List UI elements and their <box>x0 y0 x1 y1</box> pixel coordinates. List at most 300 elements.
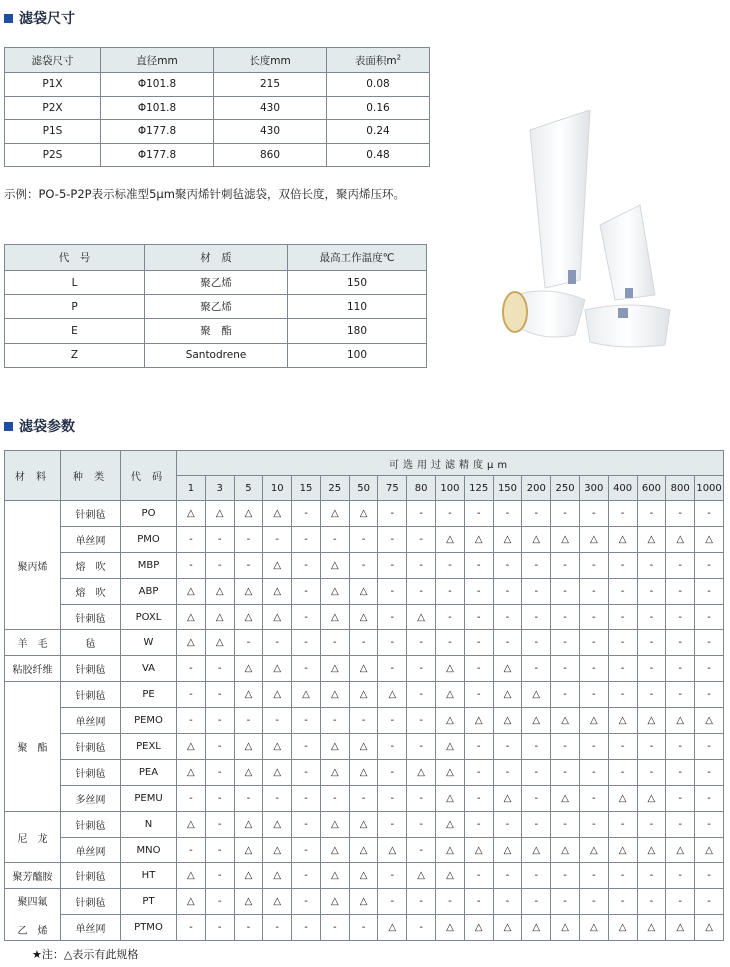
available-mark: △ <box>436 863 465 889</box>
available-mark: △ <box>493 915 522 941</box>
unavailable-mark: - <box>378 734 407 760</box>
table-row <box>5 295 427 319</box>
available-mark: △ <box>522 708 551 734</box>
unavailable-mark: - <box>522 630 551 656</box>
unavailable-mark: - <box>292 889 321 915</box>
unavailable-mark: - <box>666 630 695 656</box>
table-cell: P <box>5 295 145 319</box>
unavailable-mark: - <box>579 578 608 604</box>
table-cell: 聚乙烯 <box>145 271 288 295</box>
unavailable-mark: - <box>608 734 637 760</box>
unavailable-mark: - <box>292 759 321 785</box>
unavailable-mark: - <box>464 656 493 682</box>
available-mark: △ <box>637 526 666 552</box>
unavailable-mark: - <box>464 811 493 837</box>
precision-header: 800 <box>666 476 695 501</box>
unavailable-mark: - <box>666 578 695 604</box>
precision-header: 15 <box>292 476 321 501</box>
unavailable-mark: - <box>263 915 292 941</box>
param-header-row-1 <box>5 451 724 476</box>
unavailable-mark: - <box>292 630 321 656</box>
unavailable-mark: - <box>493 630 522 656</box>
precision-header: 300 <box>579 476 608 501</box>
unavailable-mark: - <box>666 889 695 915</box>
available-mark: △ <box>407 759 436 785</box>
unavailable-mark: - <box>205 708 234 734</box>
available-mark: △ <box>177 889 206 915</box>
available-mark: △ <box>349 734 378 760</box>
unavailable-mark: - <box>205 526 234 552</box>
unavailable-mark: - <box>637 734 666 760</box>
unavailable-mark: - <box>177 915 206 941</box>
unavailable-mark: - <box>551 604 580 630</box>
unavailable-mark: - <box>579 759 608 785</box>
unavailable-mark: - <box>205 682 234 708</box>
unavailable-mark: - <box>551 734 580 760</box>
unavailable-mark: - <box>522 734 551 760</box>
available-mark: △ <box>378 837 407 863</box>
unavailable-mark: - <box>292 734 321 760</box>
unavailable-mark: - <box>320 915 349 941</box>
table-row <box>5 501 724 527</box>
unavailable-mark: - <box>522 501 551 527</box>
available-mark: △ <box>263 578 292 604</box>
unavailable-mark: - <box>464 604 493 630</box>
available-mark: △ <box>464 837 493 863</box>
unavailable-mark: - <box>407 889 436 915</box>
unavailable-mark: - <box>292 656 321 682</box>
unavailable-mark: - <box>349 915 378 941</box>
unavailable-mark: - <box>407 656 436 682</box>
unavailable-mark: - <box>464 552 493 578</box>
material-table-header <box>5 245 427 271</box>
available-mark: △ <box>464 526 493 552</box>
unavailable-mark: - <box>579 630 608 656</box>
unavailable-mark: - <box>177 526 206 552</box>
unavailable-mark: - <box>177 708 206 734</box>
unavailable-mark: - <box>177 785 206 811</box>
unavailable-mark: - <box>407 734 436 760</box>
unavailable-mark: - <box>349 630 378 656</box>
available-mark: △ <box>436 734 465 760</box>
precision-header: 100 <box>436 476 465 501</box>
unavailable-mark: - <box>407 578 436 604</box>
unavailable-mark: - <box>579 785 608 811</box>
section-title-params <box>4 416 75 436</box>
unavailable-mark: - <box>579 889 608 915</box>
available-mark: △ <box>320 863 349 889</box>
unavailable-mark: - <box>608 863 637 889</box>
unavailable-mark: - <box>205 552 234 578</box>
unavailable-mark: - <box>493 552 522 578</box>
available-mark: △ <box>234 759 263 785</box>
unavailable-mark: - <box>608 656 637 682</box>
unavailable-mark: - <box>695 889 724 915</box>
available-mark: △ <box>436 785 465 811</box>
unavailable-mark: - <box>292 708 321 734</box>
available-mark: △ <box>436 811 465 837</box>
unavailable-mark: - <box>695 604 724 630</box>
unavailable-mark: - <box>320 785 349 811</box>
code-cell: PEMO <box>121 708 177 734</box>
unavailable-mark: - <box>407 785 436 811</box>
unavailable-mark: - <box>522 785 551 811</box>
available-mark: △ <box>695 915 724 941</box>
unavailable-mark: - <box>378 785 407 811</box>
size-header-name: 滤袋尺寸 <box>5 48 101 73</box>
unavailable-mark: - <box>637 889 666 915</box>
unavailable-mark: - <box>464 578 493 604</box>
table-cell: Φ177.8 <box>101 143 214 167</box>
precision-header: 125 <box>464 476 493 501</box>
param-table <box>4 450 724 941</box>
material-header-material: 材 质 <box>145 245 288 271</box>
code-cell: PEMU <box>121 785 177 811</box>
code-cell: MNO <box>121 837 177 863</box>
available-mark: △ <box>177 578 206 604</box>
code-cell: PE <box>121 682 177 708</box>
available-mark: △ <box>263 863 292 889</box>
table-row <box>5 319 427 343</box>
material-cell: 粘胶纤维 <box>5 656 61 682</box>
unavailable-mark: - <box>378 656 407 682</box>
table-row <box>5 837 724 863</box>
unavailable-mark: - <box>292 604 321 630</box>
unavailable-mark: - <box>637 759 666 785</box>
unavailable-mark: - <box>234 526 263 552</box>
table-cell: 100 <box>288 343 427 367</box>
unavailable-mark: - <box>436 552 465 578</box>
available-mark: △ <box>349 682 378 708</box>
table-row <box>5 343 427 367</box>
available-mark: △ <box>608 837 637 863</box>
available-mark: △ <box>320 837 349 863</box>
table-cell: 215 <box>214 73 327 97</box>
table-row <box>5 734 724 760</box>
unavailable-mark: - <box>637 501 666 527</box>
available-mark: △ <box>579 837 608 863</box>
available-mark: △ <box>205 501 234 527</box>
table-cell: Φ177.8 <box>101 120 214 144</box>
unavailable-mark: - <box>263 785 292 811</box>
material-header-code: 代 号 <box>5 245 145 271</box>
table-row <box>5 889 724 915</box>
type-cell: 单丝网 <box>61 837 121 863</box>
unavailable-mark: - <box>349 708 378 734</box>
size-table <box>4 47 430 167</box>
unavailable-mark: - <box>522 889 551 915</box>
precision-header: 250 <box>551 476 580 501</box>
type-cell: 针刺毡 <box>61 759 121 785</box>
available-mark: △ <box>263 656 292 682</box>
unavailable-mark: - <box>292 578 321 604</box>
available-mark: △ <box>263 837 292 863</box>
unavailable-mark: - <box>436 578 465 604</box>
unavailable-mark: - <box>464 889 493 915</box>
unavailable-mark: - <box>205 915 234 941</box>
unavailable-mark: - <box>234 708 263 734</box>
available-mark: △ <box>666 708 695 734</box>
available-mark: △ <box>234 889 263 915</box>
unavailable-mark: - <box>320 630 349 656</box>
param-header-code: 代 码 <box>121 451 177 501</box>
available-mark: △ <box>263 552 292 578</box>
type-cell: 针刺毡 <box>61 604 121 630</box>
unavailable-mark: - <box>493 863 522 889</box>
available-mark: △ <box>234 811 263 837</box>
material-cell: 羊 毛 <box>5 630 61 656</box>
unavailable-mark: - <box>522 552 551 578</box>
unavailable-mark: - <box>205 656 234 682</box>
available-mark: △ <box>320 682 349 708</box>
unavailable-mark: - <box>695 785 724 811</box>
available-mark: △ <box>608 785 637 811</box>
unavailable-mark: - <box>551 552 580 578</box>
unavailable-mark: - <box>407 915 436 941</box>
filter-bags-photo <box>490 110 690 360</box>
unavailable-mark: - <box>522 863 551 889</box>
available-mark: △ <box>608 915 637 941</box>
available-mark: △ <box>177 734 206 760</box>
unavailable-mark: - <box>436 889 465 915</box>
unavailable-mark: - <box>579 656 608 682</box>
available-mark: △ <box>320 501 349 527</box>
material-header-temp: 最高工作温度℃ <box>288 245 427 271</box>
precision-header: 150 <box>493 476 522 501</box>
unavailable-mark: - <box>695 552 724 578</box>
table-row <box>5 915 724 941</box>
size-header-diameter: 直径mm <box>101 48 214 73</box>
table-cell: Φ101.8 <box>101 73 214 97</box>
unavailable-mark: - <box>263 526 292 552</box>
available-mark: △ <box>637 837 666 863</box>
table-row <box>5 785 724 811</box>
square-bullet-icon <box>4 422 13 431</box>
available-mark: △ <box>522 915 551 941</box>
footnote: ★注：△表示有此规格 <box>32 948 139 961</box>
unavailable-mark: - <box>464 630 493 656</box>
available-mark: △ <box>177 759 206 785</box>
available-mark: △ <box>263 759 292 785</box>
table-row <box>5 682 724 708</box>
unavailable-mark: - <box>695 759 724 785</box>
available-mark: △ <box>320 811 349 837</box>
available-mark: △ <box>695 837 724 863</box>
available-mark: △ <box>320 552 349 578</box>
available-mark: △ <box>436 526 465 552</box>
available-mark: △ <box>234 656 263 682</box>
size-header-area: 表面积$m^2$ <box>327 48 430 73</box>
unavailable-mark: - <box>349 526 378 552</box>
unavailable-mark: - <box>522 656 551 682</box>
available-mark: △ <box>263 734 292 760</box>
table-cell: 860 <box>214 143 327 167</box>
table-cell: E <box>5 319 145 343</box>
type-cell: 针刺毡 <box>61 863 121 889</box>
unavailable-mark: - <box>666 785 695 811</box>
unavailable-mark: - <box>695 630 724 656</box>
table-cell: 430 <box>214 120 327 144</box>
material-line: 聚四氟 <box>17 896 48 908</box>
unavailable-mark: - <box>292 915 321 941</box>
code-cell: N <box>121 811 177 837</box>
available-mark: △ <box>320 734 349 760</box>
precision-header: 10 <box>263 476 292 501</box>
available-mark: △ <box>349 889 378 915</box>
available-mark: △ <box>551 837 580 863</box>
table-cell: 430 <box>214 96 327 120</box>
unavailable-mark: - <box>177 656 206 682</box>
available-mark: △ <box>263 889 292 915</box>
available-mark: △ <box>666 915 695 941</box>
type-cell: 单丝网 <box>61 708 121 734</box>
unavailable-mark: - <box>695 578 724 604</box>
available-mark: △ <box>349 501 378 527</box>
available-mark: △ <box>234 682 263 708</box>
unavailable-mark: - <box>637 552 666 578</box>
table-row <box>5 552 724 578</box>
type-cell: 多丝网 <box>61 785 121 811</box>
unavailable-mark: - <box>608 630 637 656</box>
available-mark: △ <box>493 526 522 552</box>
available-mark: △ <box>263 501 292 527</box>
code-cell: VA <box>121 656 177 682</box>
unavailable-mark: - <box>349 552 378 578</box>
unavailable-mark: - <box>608 682 637 708</box>
table-cell: Z <box>5 343 145 367</box>
precision-header: 5 <box>234 476 263 501</box>
available-mark: △ <box>579 915 608 941</box>
available-mark: △ <box>522 526 551 552</box>
available-mark: △ <box>666 526 695 552</box>
unavailable-mark: - <box>378 552 407 578</box>
unavailable-mark: - <box>464 759 493 785</box>
unavailable-mark: - <box>493 811 522 837</box>
material-cell <box>5 889 61 941</box>
unavailable-mark: - <box>666 759 695 785</box>
unavailable-mark: - <box>407 630 436 656</box>
unavailable-mark: - <box>292 552 321 578</box>
unavailable-mark: - <box>378 526 407 552</box>
available-mark: △ <box>234 501 263 527</box>
unavailable-mark: - <box>637 682 666 708</box>
section-title-size <box>4 8 75 28</box>
unavailable-mark: - <box>608 578 637 604</box>
unavailable-mark: - <box>407 708 436 734</box>
available-mark: △ <box>263 811 292 837</box>
unavailable-mark: - <box>522 759 551 785</box>
type-cell: 单丝网 <box>61 915 121 941</box>
available-mark: △ <box>407 604 436 630</box>
section-title-size-text: 滤袋尺寸 <box>19 11 75 27</box>
unavailable-mark: - <box>666 656 695 682</box>
unavailable-mark: - <box>378 889 407 915</box>
type-cell: 熔 吹 <box>61 578 121 604</box>
unavailable-mark: - <box>407 811 436 837</box>
unavailable-mark: - <box>205 863 234 889</box>
unavailable-mark: - <box>234 915 263 941</box>
available-mark: △ <box>349 656 378 682</box>
code-cell: PEA <box>121 759 177 785</box>
unavailable-mark: - <box>551 501 580 527</box>
unavailable-mark: - <box>695 501 724 527</box>
unavailable-mark: - <box>464 734 493 760</box>
unavailable-mark: - <box>493 604 522 630</box>
unavailable-mark: - <box>666 552 695 578</box>
unavailable-mark: - <box>695 811 724 837</box>
table-cell: 0.08 <box>327 73 430 97</box>
available-mark: △ <box>464 915 493 941</box>
unavailable-mark: - <box>407 501 436 527</box>
available-mark: △ <box>493 682 522 708</box>
unavailable-mark: - <box>378 578 407 604</box>
unavailable-mark: - <box>464 501 493 527</box>
available-mark: △ <box>637 708 666 734</box>
type-cell: 毡 <box>61 630 121 656</box>
unavailable-mark: - <box>234 552 263 578</box>
code-cell: POXL <box>121 604 177 630</box>
available-mark: △ <box>493 837 522 863</box>
available-mark: △ <box>436 656 465 682</box>
unavailable-mark: - <box>666 734 695 760</box>
unavailable-mark: - <box>263 708 292 734</box>
unavailable-mark: - <box>579 734 608 760</box>
unavailable-mark: - <box>579 811 608 837</box>
code-cell: PMO <box>121 526 177 552</box>
unavailable-mark: - <box>234 630 263 656</box>
size-table-header <box>5 48 430 73</box>
unavailable-mark: - <box>695 863 724 889</box>
available-mark: △ <box>551 708 580 734</box>
unavailable-mark: - <box>177 837 206 863</box>
type-cell: 单丝网 <box>61 526 121 552</box>
unavailable-mark: - <box>579 863 608 889</box>
table-cell: P1X <box>5 73 101 97</box>
precision-header: 25 <box>320 476 349 501</box>
unavailable-mark: - <box>205 837 234 863</box>
available-mark: △ <box>205 630 234 656</box>
table-cell: P1S <box>5 120 101 144</box>
unavailable-mark: - <box>205 759 234 785</box>
available-mark: △ <box>436 682 465 708</box>
available-mark: △ <box>177 630 206 656</box>
available-mark: △ <box>349 863 378 889</box>
available-mark: △ <box>177 811 206 837</box>
unavailable-mark: - <box>579 604 608 630</box>
table-cell: P2S <box>5 143 101 167</box>
table-cell: 聚乙烯 <box>145 295 288 319</box>
available-mark: △ <box>695 708 724 734</box>
param-header-precision: 可选用过滤精度μm <box>177 451 724 476</box>
precision-header: 400 <box>608 476 637 501</box>
table-cell: 0.16 <box>327 96 430 120</box>
available-mark: △ <box>436 708 465 734</box>
unavailable-mark: - <box>695 734 724 760</box>
precision-header: 75 <box>378 476 407 501</box>
unavailable-mark: - <box>205 785 234 811</box>
available-mark: △ <box>205 578 234 604</box>
unavailable-mark: - <box>436 630 465 656</box>
available-mark: △ <box>349 578 378 604</box>
unavailable-mark: - <box>320 526 349 552</box>
unavailable-mark: - <box>292 501 321 527</box>
available-mark: △ <box>349 811 378 837</box>
unavailable-mark: - <box>205 889 234 915</box>
available-mark: △ <box>349 604 378 630</box>
code-cell: PTMO <box>121 915 177 941</box>
unavailable-mark: - <box>378 708 407 734</box>
table-cell: 0.24 <box>327 120 430 144</box>
